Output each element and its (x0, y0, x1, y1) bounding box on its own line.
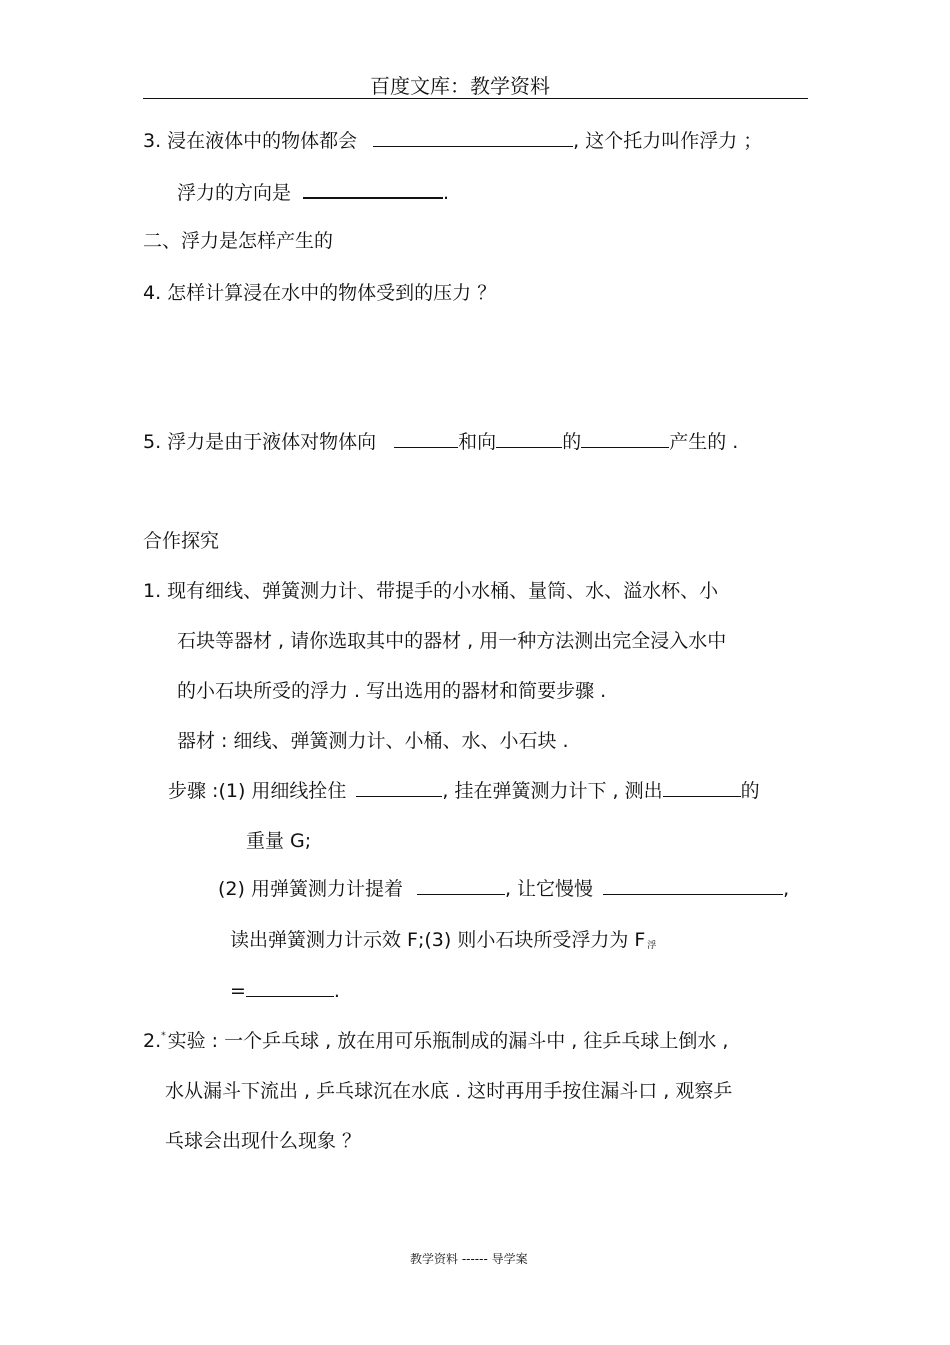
q3-blank-2 (303, 196, 443, 199)
p1-step1 (168, 782, 760, 801)
step1-blank-2 (663, 795, 741, 797)
p2-star: * (161, 1031, 166, 1041)
p2-number: 2. (143, 1030, 162, 1052)
step1-text-c: 的 (740, 780, 760, 802)
q5-text-a: 5. 浮力是由于液体对物体向 (143, 431, 377, 453)
q5-text-b: 和向 (458, 431, 497, 453)
step2-text-c: , (783, 878, 790, 900)
step2-text-b: , 让它慢慢 (504, 878, 594, 900)
step3-text-c: . (333, 980, 340, 1002)
step3-subscript: 浮 (647, 941, 657, 951)
step1-blank-1 (356, 795, 442, 797)
footer-text: 教学资料 ------ 导学案 (410, 1252, 528, 1266)
section3-title: 合作探究 (143, 530, 220, 552)
header-divider (143, 98, 808, 99)
q3-text-a: 3. 浸在液体中的物体都会 (143, 130, 358, 152)
q5-blank-2 (496, 446, 562, 448)
p1-step3-cont (230, 982, 340, 1001)
q3-text-c: 浮力的方向是 (177, 182, 292, 204)
p1-line3: 的小石块所受的浮力 . 写出选用的器材和简要步骤 . (177, 680, 607, 702)
q3-blank-1 (373, 145, 573, 147)
q3-text-b: , 这个托力叫作浮力 ； (573, 130, 763, 152)
p1-step2 (218, 880, 789, 899)
p2-line2: 水从漏斗下流出 , 乒乓球沉在水底 . 这时再用手按住漏斗口 , 观察乒 (165, 1080, 733, 1102)
p1-line2: 石块等器材 , 请你选取其中的器材 , 用一种方法测出完全浸入水中 (177, 630, 727, 652)
header-title: 百度文库：教学资料 (370, 74, 550, 98)
q3-line1 (143, 132, 762, 151)
section2-title: 二、浮力是怎样产生的 (143, 230, 334, 252)
q5-line (143, 433, 738, 452)
q3-line2 (177, 184, 449, 203)
p1-step1-cont: 重量 G; (246, 830, 312, 852)
q5-blank-1 (394, 446, 458, 448)
q4-text: 4. 怎样计算浸在水中的物体受到的压力 ？ (143, 282, 497, 304)
step3-text-b: = (230, 980, 246, 1002)
p2-text-1: 实验 : 一个乒乓球 , 放在用可乐瓶制成的漏斗中 , 往乒乓球上倒水 , (167, 1030, 729, 1052)
q5-text-c: 的 (562, 431, 582, 453)
step3-blank (246, 995, 334, 997)
q5-blank-3 (581, 446, 669, 448)
p2-line1 (143, 1032, 728, 1051)
step2-blank-1 (417, 893, 505, 895)
step2-text-a: (2) 用弹簧测力计提着 (218, 878, 403, 900)
p1-step3 (230, 931, 656, 951)
step3-text-a: 读出弹簧测力计示效 F;(3) 则小石块所受浮力为 F (230, 929, 646, 951)
p1-equipment: 器材 : 细线、弹簧测力计、小桶、水、小石块 . (177, 730, 569, 752)
q3-text-d: . (443, 182, 450, 204)
step1-text-b: , 挂在弹簧测力计下 , 测出 (442, 780, 663, 802)
q5-text-d: 产生的 . (669, 431, 739, 453)
p2-line3: 乓球会出现什么现象 ？ (165, 1130, 362, 1152)
p1-line1: 1. 现有细线、弹簧测力计、带提手的小水桶、量筒、水、溢水杯、小 (143, 580, 719, 602)
step2-blank-2 (603, 893, 783, 895)
step1-text-a: 步骤 :(1) 用细线拴住 (168, 780, 347, 802)
